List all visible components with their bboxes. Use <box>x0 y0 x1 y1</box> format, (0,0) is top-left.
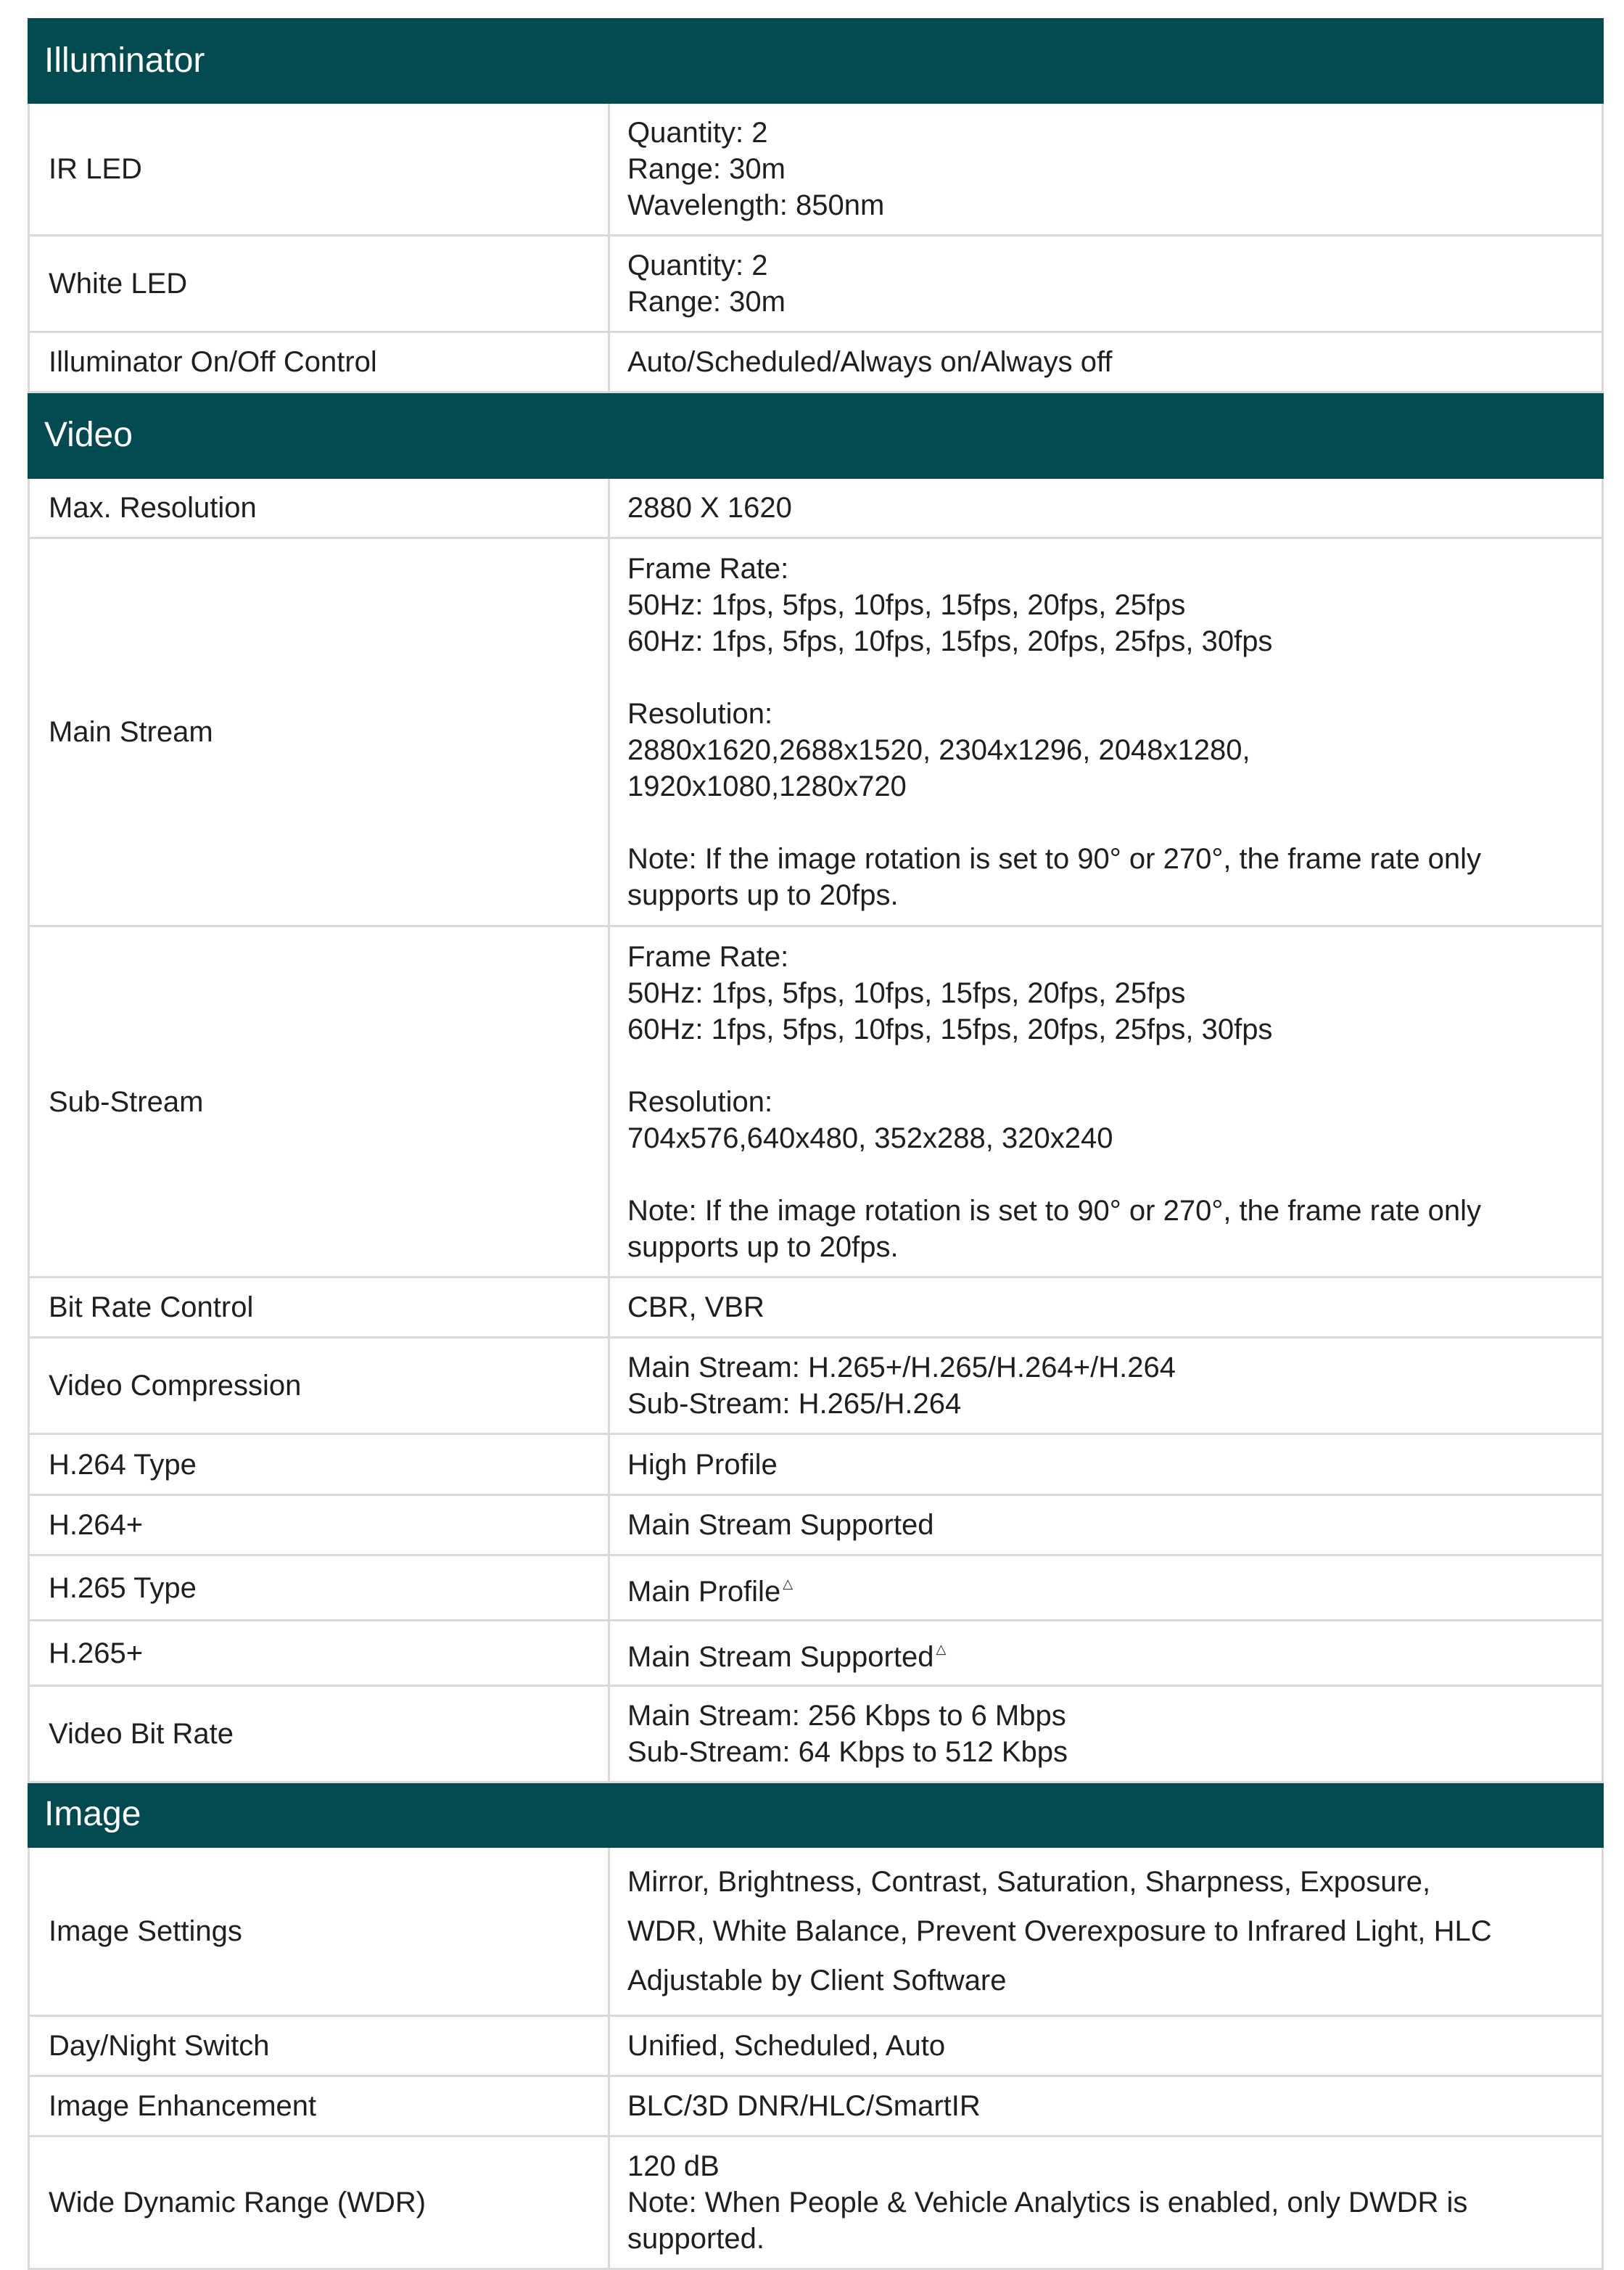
value-line: supports up to 20fps. <box>627 1230 899 1263</box>
spec-label: Main Stream <box>29 538 609 926</box>
spacer <box>627 1048 1586 1084</box>
spec-row-video-bit-rate <box>29 1686 1603 1782</box>
spec-value: Main Stream Supported <box>609 1495 1603 1555</box>
value-line: Resolution: <box>627 1085 773 1118</box>
value-line: WDR, White Balance, Prevent Overexposure to Infrared Light, HLC <box>627 1915 1492 1947</box>
value-line: 50Hz: 1fps, 5fps, 10fps, 15fps, 20fps, 25fps <box>627 589 1186 621</box>
value-line: Frame Rate: <box>627 940 789 973</box>
spec-value: Unified, Scheduled, Auto <box>609 2016 1603 2076</box>
section-header-illuminator <box>29 20 1603 103</box>
value-line: Sub-Stream: 64 Kbps to 512 Kbps <box>627 1736 1068 1768</box>
spec-label: Max. Resolution <box>29 478 609 538</box>
value-line: Adjustable by Client Software <box>627 1965 1007 1996</box>
spec-row-day-night-switch <box>29 2016 1603 2076</box>
spec-row-h264-plus <box>29 1495 1603 1555</box>
spec-table <box>28 18 1604 2270</box>
spec-sheet <box>28 18 1602 2270</box>
spec-value <box>609 926 1603 1278</box>
spec-value: Auto/Scheduled/Always on/Always off <box>609 332 1603 392</box>
value-line: Note: If the image rotation is set to 90° or 270°, the frame rate only <box>627 1194 1482 1227</box>
footnote-mark: △ <box>936 1642 947 1656</box>
section-title: Image <box>44 1795 141 1833</box>
value-line: Wavelength: 850nm <box>627 189 885 221</box>
value-line: 1920x1080,1280x720 <box>627 770 907 802</box>
spec-label: Video Bit Rate <box>29 1686 609 1782</box>
spec-label: H.264 Type <box>29 1434 609 1495</box>
value-text: Main Profile <box>627 1576 781 1608</box>
spec-label: IR LED <box>29 103 609 236</box>
value-line: 120 dB <box>627 2150 720 2182</box>
spec-row-wdr <box>29 2137 1603 2269</box>
value-line: Range: 30m <box>627 153 786 185</box>
spec-row-image-settings <box>29 1847 1603 2016</box>
spacer <box>627 1156 1586 1193</box>
spec-row-h265-type <box>29 1555 1603 1621</box>
value-line: Resolution: <box>627 698 773 730</box>
spec-value: CBR, VBR <box>609 1278 1603 1338</box>
spec-value <box>609 236 1603 332</box>
spec-label: H.265 Type <box>29 1555 609 1621</box>
value-line: Quantity: 2 <box>627 250 768 281</box>
spec-label: H.265+ <box>29 1621 609 1686</box>
value-line: 2880x1620,2688x1520, 2304x1296, 2048x1280, <box>627 734 1250 766</box>
value-line: Main Stream: H.265+/H.265/H.264+/H.264 <box>627 1352 1176 1383</box>
spacer <box>627 805 1586 841</box>
spec-value <box>609 1686 1603 1782</box>
spec-value <box>609 1555 1603 1621</box>
spec-row-video-compression <box>29 1338 1603 1434</box>
spec-row-main-stream <box>29 538 1603 926</box>
footnote-mark: △ <box>783 1576 794 1591</box>
spec-row-white-led <box>29 236 1603 332</box>
value-line: Sub-Stream: H.265/H.264 <box>627 1388 962 1420</box>
spec-value: BLC/3D DNR/HLC/SmartIR <box>609 2076 1603 2137</box>
value-line: 60Hz: 1fps, 5fps, 10fps, 15fps, 20fps, 25fps, 30fps <box>627 625 1273 657</box>
spec-row-ir-led <box>29 103 1603 236</box>
spec-value <box>609 103 1603 236</box>
spec-value <box>609 1621 1603 1686</box>
spec-value <box>609 1847 1603 2016</box>
spec-label: Sub-Stream <box>29 926 609 1278</box>
spec-value: High Profile <box>609 1434 1603 1495</box>
spec-label: Illuminator On/Off Control <box>29 332 609 392</box>
section-title: Video <box>44 415 133 454</box>
spacer <box>627 659 1586 696</box>
value-line: supports up to 20fps. <box>627 879 899 911</box>
spec-label: H.264+ <box>29 1495 609 1555</box>
spec-label: Bit Rate Control <box>29 1278 609 1338</box>
value-line: Note: When People & Vehicle Analytics is enabled, only DWDR is <box>627 2187 1468 2218</box>
section-header-video <box>29 392 1603 478</box>
value-line: supported. <box>627 2223 765 2255</box>
spec-row-max-resolution <box>29 478 1603 538</box>
spec-value <box>609 1338 1603 1434</box>
spec-label: Video Compression <box>29 1338 609 1434</box>
value-line: Frame Rate: <box>627 553 789 585</box>
spec-label: Image Enhancement <box>29 2076 609 2137</box>
value-line: 50Hz: 1fps, 5fps, 10fps, 15fps, 20fps, 25fps <box>627 976 1186 1009</box>
value-line: 60Hz: 1fps, 5fps, 10fps, 15fps, 20fps, 25fps, 30fps <box>627 1013 1273 1045</box>
spec-row-image-enhancement <box>29 2076 1603 2137</box>
spec-row-illuminator-control <box>29 332 1603 392</box>
spec-row-h264-type <box>29 1434 1603 1495</box>
value-line: Main Stream: 256 Kbps to 6 Mbps <box>627 1700 1066 1732</box>
value-line: Range: 30m <box>627 286 786 318</box>
value-line: 704x576,640x480, 352x288, 320x240 <box>627 1122 1113 1154</box>
spec-value: 2880 X 1620 <box>609 478 1603 538</box>
spec-label: Image Settings <box>29 1847 609 2016</box>
section-title: Illuminator <box>44 41 205 80</box>
spec-label: White LED <box>29 236 609 332</box>
section-header-image <box>29 1782 1603 1847</box>
value-line: Mirror, Brightness, Contrast, Saturation, Sharpness, Exposure, <box>627 1866 1431 1898</box>
spec-row-bit-rate-control <box>29 1278 1603 1338</box>
value-line: Note: If the image rotation is set to 90° or 270°, the frame rate only <box>627 843 1482 875</box>
value-text: Main Stream Supported <box>627 1641 934 1673</box>
value-line: Quantity: 2 <box>627 117 768 149</box>
spec-row-sub-stream <box>29 926 1603 1278</box>
spec-label: Wide Dynamic Range (WDR) <box>29 2137 609 2269</box>
spec-label: Day/Night Switch <box>29 2016 609 2076</box>
spec-value <box>609 2137 1603 2269</box>
spec-value <box>609 538 1603 926</box>
spec-row-h265-plus <box>29 1621 1603 1686</box>
